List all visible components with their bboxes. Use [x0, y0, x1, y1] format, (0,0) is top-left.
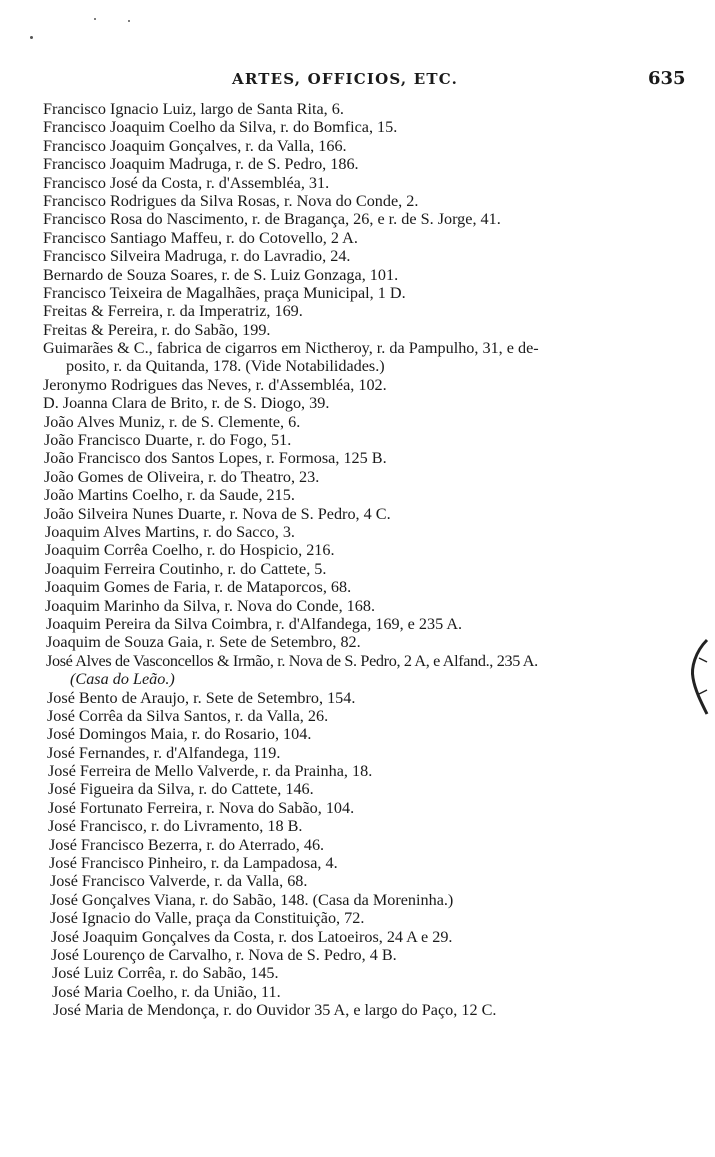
list-item: Francisco Rodrigues da Silva Rosas, r. Nova do Conde, 2. [43, 191, 419, 210]
list-item: Francisco Ignacio Luiz, largo de Santa Rita, 6. [43, 100, 344, 118]
list-item: José Joaquim Gonçalves da Costa, r. dos Latoeiros, 24 A e 29. [51, 927, 453, 946]
list-item: José Corrêa da Silva Santos, r. da Valla, 26. [47, 706, 329, 725]
list-item: João Francisco Duarte, r. do Fogo, 51. [44, 431, 292, 450]
list-item: D. Joanna Clara de Brito, r. de S. Diogo, 39. [43, 394, 330, 413]
list-item: Francisco Joaquim Madruga, r. de S. Pedro, 186. [43, 155, 359, 174]
list-item: José Fortunato Ferreira, r. Nova do Sabão, 104. [48, 798, 355, 817]
directory-list [0, 100, 715, 1020]
list-item: José Francisco Bezerra, r. do Aterrado, 46. [49, 835, 325, 854]
list-item: José Lourenço de Carvalho, r. Nova de S. Pedro, 4 B. [51, 945, 397, 964]
list-item: João Francisco dos Santos Lopes, r. Formosa, 125 B. [44, 449, 387, 468]
list-item: Guimarães & C., fabrica de cigarros em Nictheroy, r. da Pampulho, 31, e de- [43, 339, 539, 358]
list-item: Freitas & Ferreira, r. da Imperatriz, 169. [43, 302, 303, 321]
list-item-continuation: posito, r. da Quitanda, 178. (Vide Notabilidades.) [66, 357, 385, 376]
list-item: Jeronymo Rodrigues das Neves, r. d'Assembléa, 102. [43, 375, 387, 394]
list-item: João Martins Coelho, r. da Saude, 215. [44, 486, 295, 505]
list-item: Francisco Rosa do Nascimento, r. de Bragança, 26, e r. de S. Jorge, 41. [43, 210, 501, 229]
list-item: Joaquim Gomes de Faria, r. de Mataporcos, 68. [45, 578, 352, 597]
list-item: José Fernandes, r. d'Alfandega, 119. [47, 743, 281, 762]
list-item: Francisco Joaquim Gonçalves, r. da Valla, 166. [43, 136, 347, 155]
list-item: Joaquim Marinho da Silva, r. Nova do Conde, 168. [45, 596, 376, 615]
list-item: José Gonçalves Viana, r. do Sabão, 148. (Casa da Moreninha.) [50, 890, 454, 909]
list-item: João Silveira Nunes Duarte, r. Nova de S. Pedro, 4 C. [44, 504, 391, 523]
list-item: José Luiz Corrêa, r. do Sabão, 145. [52, 964, 279, 983]
list-item: Francisco Joaquim Coelho da Silva, r. do Bomfica, 15. [43, 118, 398, 137]
list-item: José Maria de Mendonça, r. do Ouvidor 35 A, e largo do Paço, 12 C. [53, 1001, 497, 1020]
list-item: Francisco Teixeira de Magalhães, praça Municipal, 1 D. [43, 283, 406, 302]
margin-bracket-mark [687, 638, 709, 716]
list-item: José Bento de Araujo, r. Sete de Setembro, 154. [47, 688, 356, 707]
list-item: Bernardo de Souza Soares, r. de S. Luiz Gonzaga, 101. [43, 265, 399, 284]
list-item: Joaquim de Souza Gaia, r. Sete de Setembro, 82. [46, 633, 361, 652]
list-item: Francisco Silveira Madruga, r. do Lavradio, 24. [43, 247, 351, 266]
list-item: José Figueira da Silva, r. do Cattete, 146. [48, 780, 314, 799]
list-item: José Francisco Valverde, r. da Valla, 68. [50, 872, 308, 891]
scan-speck [94, 18, 96, 20]
list-item: Joaquim Ferreira Coutinho, r. do Cattete, 5. [45, 559, 327, 578]
list-item: Francisco Santiago Maffeu, r. do Cotovello, 2 A. [43, 228, 358, 247]
scan-speck [30, 36, 33, 39]
scan-speck [128, 20, 130, 22]
list-item: José Ferreira de Mello Valverde, r. da Prainha, 18. [48, 762, 373, 781]
list-item: José Ignacio do Valle, praça da Constituição, 72. [50, 909, 365, 928]
list-item: Joaquim Alves Martins, r. do Sacco, 3. [45, 522, 295, 541]
list-item: João Alves Muniz, r. de S. Clemente, 6. [44, 412, 301, 431]
list-item-continuation: (Casa do Leão.) [70, 670, 175, 689]
list-item: João Gomes de Oliveira, r. do Theatro, 23. [44, 467, 320, 486]
list-item: José Francisco Pinheiro, r. da Lampadosa, 4. [49, 854, 338, 873]
running-header [0, 70, 715, 94]
list-item: José Francisco, r. do Livramento, 18 B. [48, 817, 303, 836]
list-item: José Alves de Vasconcellos & Irmão, r. Nova de S. Pedro, 2 A, e Alfand., 235 A. [46, 651, 538, 670]
list-item: Francisco José da Costa, r. d'Assembléa, 31. [43, 173, 330, 192]
section-title: ARTES, OFFICIOS, ETC. [232, 70, 459, 88]
list-item: José Domingos Maia, r. do Rosario, 104. [47, 725, 312, 744]
list-item: Freitas & Pereira, r. do Sabão, 199. [43, 320, 271, 339]
page-number: 635 [648, 68, 686, 89]
list-item: Joaquim Pereira da Silva Coimbra, r. d'Alfandega, 169, e 235 A. [46, 614, 463, 633]
list-item: José Maria Coelho, r. da União, 11. [52, 982, 281, 1001]
list-item: Joaquim Corrêa Coelho, r. do Hospicio, 216. [45, 541, 335, 560]
